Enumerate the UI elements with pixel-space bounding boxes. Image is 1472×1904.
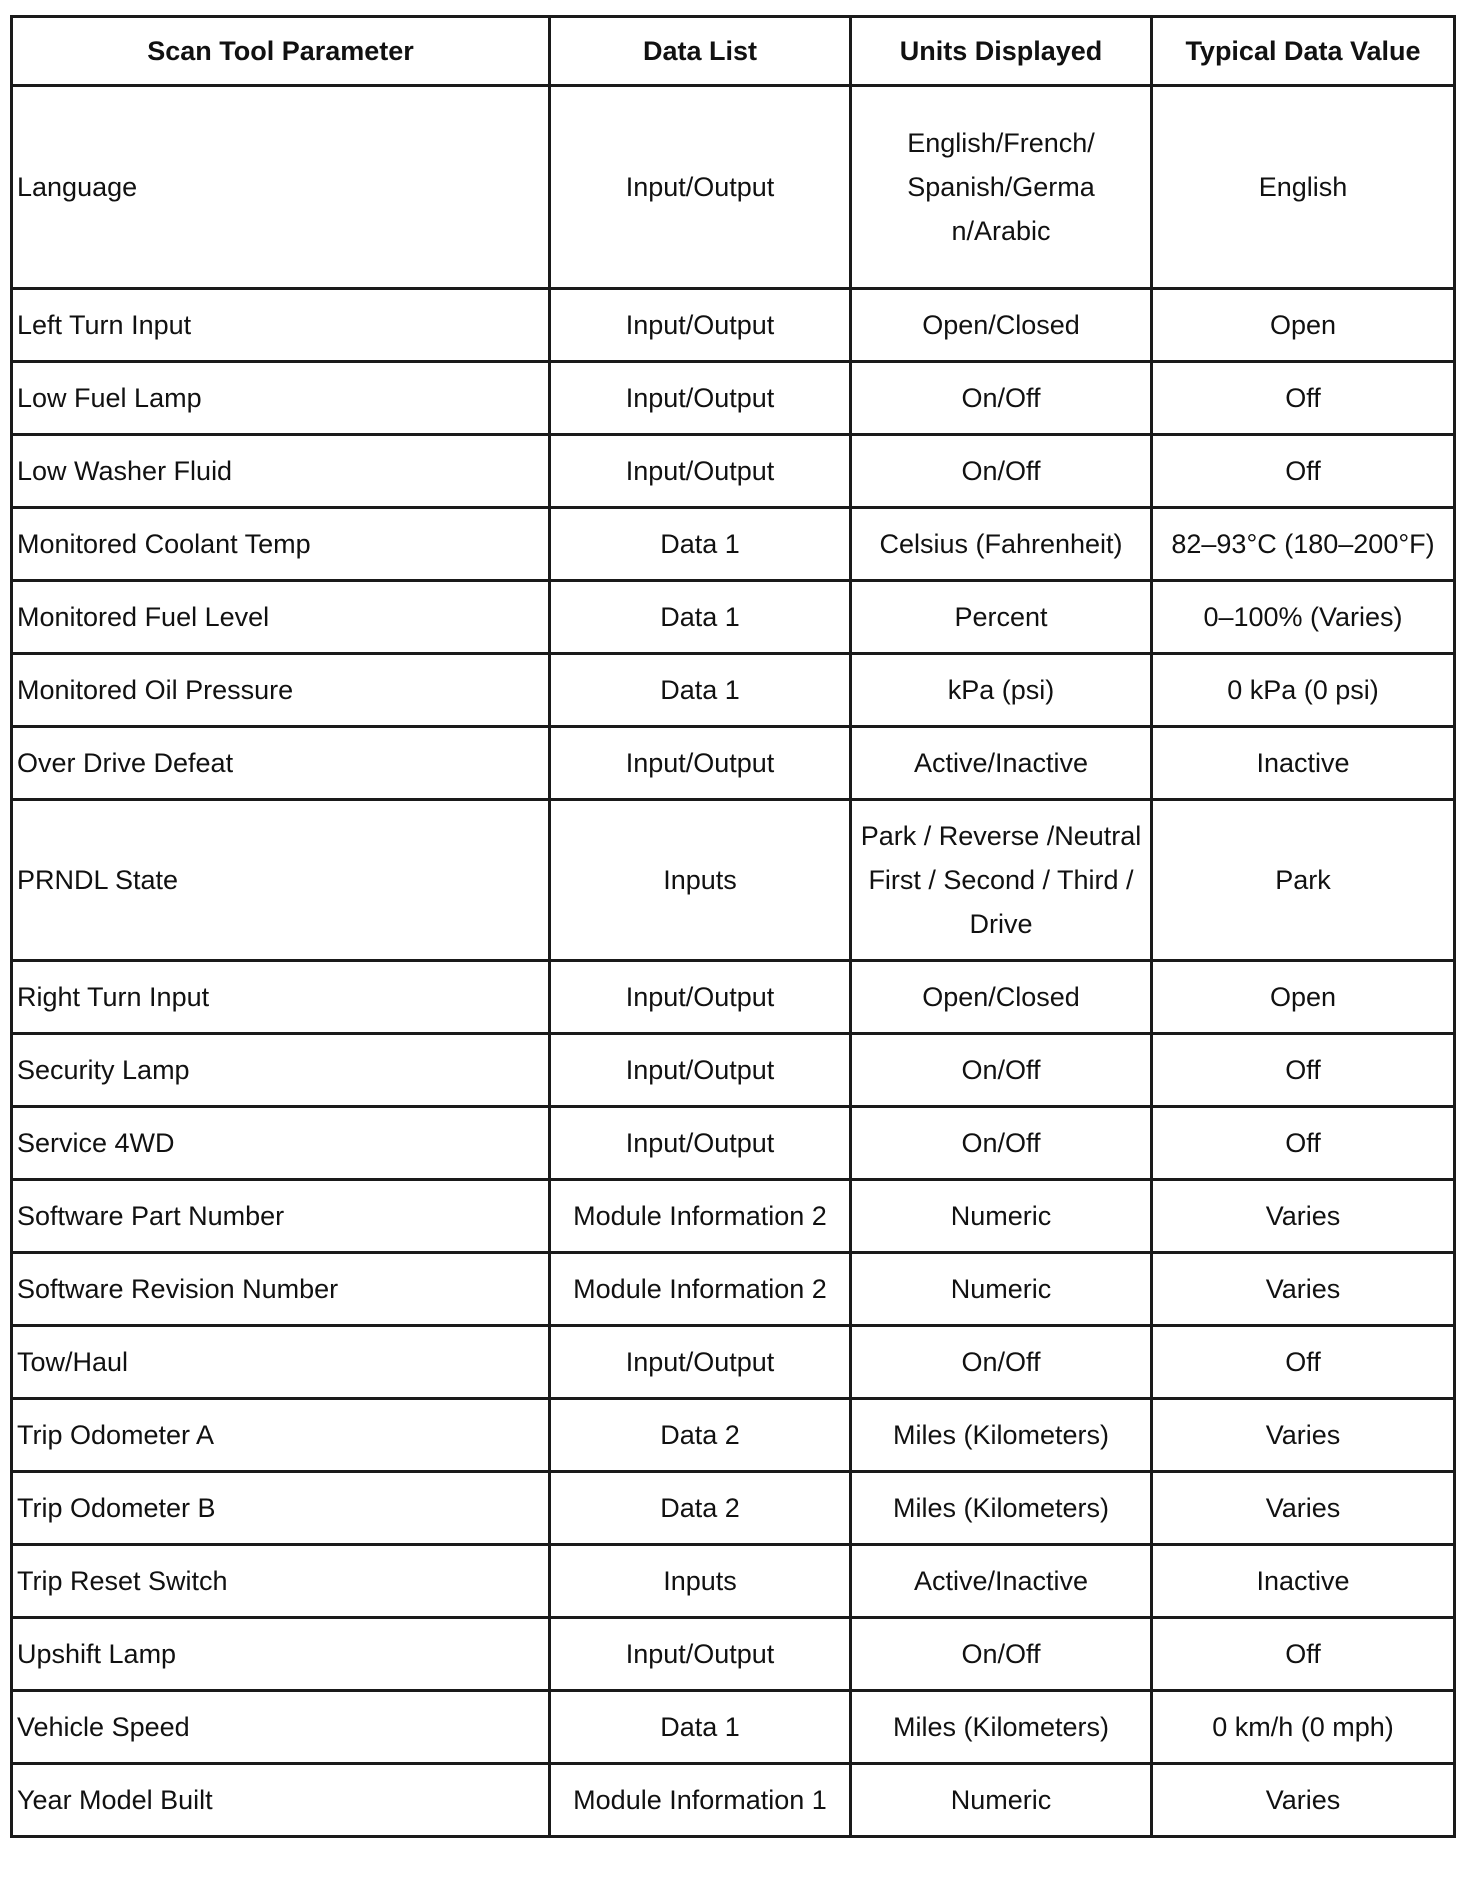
cell-units [851, 1545, 1152, 1618]
cell-typical-value [1152, 800, 1455, 961]
cell-data-list [550, 1618, 851, 1691]
cell-data-list-text: Module Information 2 [573, 1274, 827, 1304]
cell-data-list-text: Input/Output [625, 310, 775, 340]
cell-typical-value [1152, 289, 1455, 362]
table-row [12, 289, 1455, 362]
cell-typical-value-text: Varies [1265, 1493, 1341, 1523]
cell-data-list [550, 1253, 851, 1326]
cell-data-list [550, 1691, 851, 1764]
cell-units-text: On/Off [961, 1128, 1041, 1158]
table-row [12, 1399, 1455, 1472]
cell-parameter-text: Trip Reset Switch [17, 1566, 228, 1596]
cell-data-list-text: Data 1 [660, 529, 740, 559]
column-header-typical-value: Typical Data Value [1152, 17, 1455, 86]
cell-typical-value-text: Inactive [1256, 748, 1350, 778]
cell-units [851, 1764, 1152, 1837]
cell-typical-value-text: Park [1275, 865, 1331, 895]
cell-units-text: Active/Inactive [913, 1566, 1089, 1596]
cell-typical-value-text: Open [1269, 310, 1337, 340]
cell-data-list-text: Input/Output [625, 748, 775, 778]
table-row [12, 654, 1455, 727]
cell-parameter-text: Right Turn Input [17, 982, 210, 1012]
cell-data-list [550, 435, 851, 508]
cell-units [851, 1618, 1152, 1691]
table-header-row [12, 17, 1455, 86]
cell-units-text: Numeric [950, 1201, 1052, 1231]
cell-parameter [12, 1545, 550, 1618]
cell-units-text: Celsius (Fahrenheit) [879, 529, 1123, 559]
cell-parameter-text: Service 4WD [17, 1128, 175, 1158]
cell-data-list [550, 581, 851, 654]
cell-data-list [550, 1545, 851, 1618]
table-row [12, 86, 1455, 289]
cell-data-list-text: Input/Output [625, 172, 775, 202]
cell-units-text: Miles (Kilometers) [892, 1420, 1110, 1450]
table-row [12, 800, 1455, 961]
cell-units [851, 1399, 1152, 1472]
column-header-data-list: Data List [550, 17, 851, 86]
cell-typical-value-text: English [1258, 172, 1348, 202]
cell-typical-value [1152, 961, 1455, 1034]
cell-data-list [550, 1107, 851, 1180]
cell-data-list-text: Input/Output [625, 1055, 775, 1085]
cell-units-text: Miles (Kilometers) [892, 1493, 1110, 1523]
cell-units [851, 800, 1152, 961]
cell-typical-value [1152, 1107, 1455, 1180]
cell-typical-value [1152, 1034, 1455, 1107]
cell-units [851, 1472, 1152, 1545]
cell-typical-value [1152, 1764, 1455, 1837]
table-row [12, 961, 1455, 1034]
cell-data-list-text: Input/Output [625, 1639, 775, 1669]
cell-parameter [12, 362, 550, 435]
cell-typical-value-text: 0–100% (Varies) [1203, 602, 1403, 632]
table-row [12, 508, 1455, 581]
cell-data-list [550, 1399, 851, 1472]
cell-typical-value-text: 0 kPa (0 psi) [1227, 675, 1379, 705]
cell-data-list-text: Inputs [663, 865, 737, 895]
cell-units-text: Open/Closed [922, 982, 1080, 1012]
cell-parameter-text: Monitored Coolant Temp [17, 529, 311, 559]
cell-data-list [550, 1034, 851, 1107]
cell-typical-value [1152, 435, 1455, 508]
cell-typical-value [1152, 654, 1455, 727]
table-row [12, 1034, 1455, 1107]
cell-parameter-text: Upshift Lamp [17, 1639, 177, 1669]
cell-units [851, 961, 1152, 1034]
cell-typical-value [1152, 508, 1455, 581]
cell-typical-value [1152, 1618, 1455, 1691]
table-row [12, 435, 1455, 508]
cell-parameter [12, 581, 550, 654]
cell-typical-value [1152, 86, 1455, 289]
cell-parameter-text: Trip Odometer B [17, 1493, 216, 1523]
cell-parameter-text: Left Turn Input [17, 310, 192, 340]
cell-data-list [550, 800, 851, 961]
cell-parameter [12, 1764, 550, 1837]
cell-data-list-text: Data 2 [660, 1420, 740, 1450]
cell-units-text: English/French/Spanish/German/Arabic [907, 128, 1095, 246]
cell-data-list [550, 86, 851, 289]
cell-data-list-text: Input/Output [625, 383, 775, 413]
cell-units [851, 1107, 1152, 1180]
cell-parameter [12, 86, 550, 289]
cell-units-text: On/Off [961, 1639, 1041, 1669]
cell-typical-value-text: Varies [1265, 1785, 1341, 1815]
cell-parameter-text: Over Drive Defeat [17, 748, 234, 778]
cell-parameter [12, 800, 550, 961]
cell-data-list [550, 508, 851, 581]
cell-parameter-text: Trip Odometer A [17, 1420, 215, 1450]
cell-data-list [550, 961, 851, 1034]
cell-data-list [550, 362, 851, 435]
cell-units [851, 1253, 1152, 1326]
cell-units-text: Numeric [950, 1274, 1052, 1304]
cell-units-text: On/Off [961, 1347, 1041, 1377]
cell-units [851, 86, 1152, 289]
cell-data-list [550, 1180, 851, 1253]
cell-units [851, 1691, 1152, 1764]
cell-typical-value [1152, 1253, 1455, 1326]
cell-data-list-text: Input/Output [625, 982, 775, 1012]
table-row [12, 1107, 1455, 1180]
cell-units [851, 1034, 1152, 1107]
cell-typical-value-text: Off [1285, 1347, 1321, 1377]
cell-units-text: Park / Reverse /Neutral First / Second / Third / Drive [860, 821, 1142, 939]
cell-data-list-text: Module Information 1 [573, 1785, 827, 1815]
cell-typical-value-text: Varies [1265, 1274, 1341, 1304]
table-row [12, 727, 1455, 800]
cell-typical-value-text: Off [1285, 456, 1321, 486]
cell-data-list [550, 654, 851, 727]
cell-parameter-text: Low Washer Fluid [17, 456, 233, 486]
cell-units-text: Open/Closed [922, 310, 1080, 340]
cell-parameter-text: Year Model Built [17, 1785, 213, 1815]
cell-typical-value-text: Varies [1265, 1420, 1341, 1450]
table-row [12, 581, 1455, 654]
cell-units [851, 654, 1152, 727]
cell-typical-value [1152, 1545, 1455, 1618]
cell-typical-value [1152, 362, 1455, 435]
cell-typical-value-text: Open [1269, 982, 1337, 1012]
cell-parameter-text: PRNDL State [17, 865, 179, 895]
cell-data-list [550, 1472, 851, 1545]
cell-typical-value-text: Off [1285, 1128, 1321, 1158]
cell-parameter [12, 1399, 550, 1472]
cell-parameter-text: Monitored Oil Pressure [17, 675, 294, 705]
cell-units [851, 508, 1152, 581]
cell-parameter [12, 1618, 550, 1691]
cell-typical-value-text: Off [1285, 1639, 1321, 1669]
cell-units-text: On/Off [961, 456, 1041, 486]
cell-typical-value-text: Inactive [1256, 1566, 1350, 1596]
cell-units-text: Active/Inactive [913, 748, 1089, 778]
cell-parameter-text: Tow/Haul [17, 1347, 129, 1377]
cell-data-list-text: Module Information 2 [573, 1201, 827, 1231]
cell-typical-value [1152, 1326, 1455, 1399]
cell-parameter [12, 1180, 550, 1253]
cell-data-list [550, 289, 851, 362]
cell-data-list-text: Data 1 [660, 675, 740, 705]
cell-units-text: kPa (psi) [947, 675, 1055, 705]
table-row [12, 1326, 1455, 1399]
cell-parameter [12, 1472, 550, 1545]
cell-typical-value-text: 82–93°C (180–200°F) [1171, 529, 1435, 559]
cell-typical-value-text: Off [1285, 1055, 1321, 1085]
cell-units-text: On/Off [961, 383, 1041, 413]
cell-units-text: Percent [954, 602, 1048, 632]
cell-parameter [12, 435, 550, 508]
cell-units [851, 362, 1152, 435]
cell-units-text: Miles (Kilometers) [892, 1712, 1110, 1742]
cell-parameter-text: Software Part Number [17, 1201, 285, 1231]
table-row [12, 1764, 1455, 1837]
cell-data-list-text: Data 2 [660, 1493, 740, 1523]
cell-data-list-text: Inputs [663, 1566, 737, 1596]
table-row [12, 1545, 1455, 1618]
table-row [12, 1253, 1455, 1326]
scan-tool-data-table [10, 15, 1456, 1838]
cell-parameter-text: Language [17, 172, 138, 202]
cell-parameter [12, 508, 550, 581]
cell-parameter-text: Software Revision Number [17, 1274, 339, 1304]
cell-typical-value-text: Off [1285, 383, 1321, 413]
cell-typical-value [1152, 1180, 1455, 1253]
cell-units-text: On/Off [961, 1055, 1041, 1085]
cell-units [851, 727, 1152, 800]
cell-parameter-text: Vehicle Speed [17, 1712, 190, 1742]
cell-units [851, 289, 1152, 362]
cell-parameter [12, 1253, 550, 1326]
cell-units [851, 1180, 1152, 1253]
cell-units [851, 581, 1152, 654]
cell-parameter-text: Low Fuel Lamp [17, 383, 202, 413]
cell-parameter [12, 1107, 550, 1180]
cell-typical-value [1152, 1399, 1455, 1472]
cell-units [851, 435, 1152, 508]
cell-data-list-text: Input/Output [625, 1128, 775, 1158]
cell-typical-value [1152, 727, 1455, 800]
column-header-units: Units Displayed [851, 17, 1152, 86]
cell-typical-value [1152, 1691, 1455, 1764]
cell-parameter [12, 289, 550, 362]
cell-parameter [12, 1034, 550, 1107]
cell-data-list [550, 1326, 851, 1399]
cell-parameter [12, 1326, 550, 1399]
cell-data-list-text: Data 1 [660, 602, 740, 632]
cell-data-list [550, 727, 851, 800]
cell-typical-value [1152, 581, 1455, 654]
table-row [12, 1618, 1455, 1691]
cell-parameter-text: Monitored Fuel Level [17, 602, 270, 632]
cell-units-text: Numeric [950, 1785, 1052, 1815]
cell-parameter-text: Security Lamp [17, 1055, 190, 1085]
table-row [12, 1691, 1455, 1764]
table-row [12, 362, 1455, 435]
cell-data-list-text: Input/Output [625, 1347, 775, 1377]
cell-data-list-text: Input/Output [625, 456, 775, 486]
table-row [12, 1472, 1455, 1545]
cell-parameter [12, 654, 550, 727]
column-header-parameter: Scan Tool Parameter [12, 17, 550, 86]
cell-typical-value [1152, 1472, 1455, 1545]
cell-data-list-text: Data 1 [660, 1712, 740, 1742]
cell-parameter [12, 961, 550, 1034]
cell-units [851, 1326, 1152, 1399]
table-row [12, 1180, 1455, 1253]
cell-typical-value-text: Varies [1265, 1201, 1341, 1231]
table-body [12, 86, 1455, 1837]
cell-data-list [550, 1764, 851, 1837]
cell-typical-value-text: 0 km/h (0 mph) [1212, 1712, 1394, 1742]
cell-parameter [12, 1691, 550, 1764]
cell-parameter [12, 727, 550, 800]
